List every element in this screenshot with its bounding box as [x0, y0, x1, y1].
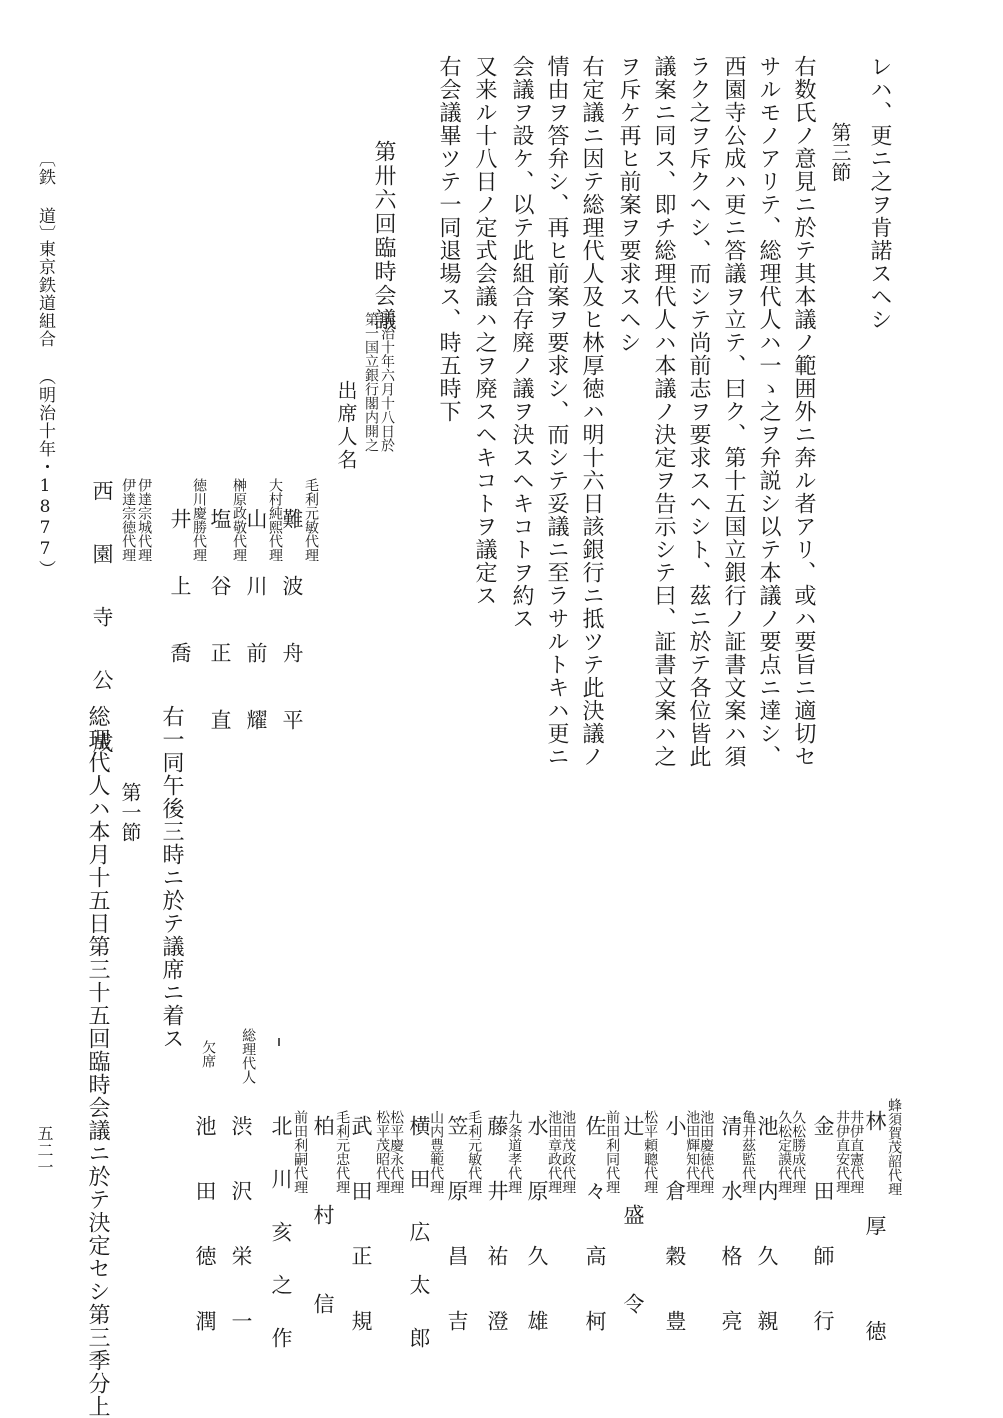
- attendee-name: 武 田 正 規: [349, 1115, 373, 1341]
- attendee-name: 横 田 広 太 郎: [407, 1115, 431, 1352]
- text-line: 右会議畢ツテ一同退場ス、時五時下: [436, 55, 461, 423]
- attendee-proxy: 毛利元忠代理: [334, 1110, 351, 1194]
- attendee-proxy: 徳川慶勝代理: [191, 478, 207, 562]
- meeting-note: 第一国立銀行閣内開之: [363, 312, 379, 452]
- text-line: レハ、更ニ之ヲ肯諾スヘシ: [867, 55, 892, 331]
- attendee-proxy: 大村純熙代理: [267, 478, 283, 562]
- attendee-proxy: 九条道孝代理: [506, 1110, 523, 1194]
- attendee-proxy: 池田章政代理: [546, 1110, 563, 1194]
- attendee-proxy: 井伊直憲代理: [848, 1110, 865, 1194]
- attendee-proxy: 毛利元敏代理: [303, 478, 319, 562]
- attendee-name: 北 川 亥 之 作: [269, 1115, 293, 1352]
- attendee-proxy: 松平頼聰代理: [642, 1110, 659, 1194]
- text-line: 議案ニ同ス、即チ総理代人ハ本議ノ決定ヲ告示シテ曰、証書文案ハ之: [651, 55, 676, 768]
- text-line: 情由ヲ答弁シ、再ヒ前案ヲ要求シ、而シテ妥議ニ至ラサルトキハ更ニ: [544, 55, 569, 768]
- text-line: 右数氏ノ意見ニ於テ其本議ノ範囲外ニ奔ル者アリ、或ハ要旨ニ適切セ: [791, 55, 816, 768]
- attendee-proxy: 池田慶徳代理: [698, 1110, 715, 1194]
- attendee-proxy: 総理代人: [240, 1028, 257, 1084]
- attendee-name: 池 内 久 親: [755, 1115, 779, 1341]
- attendee-proxy: 松平茂昭代理: [374, 1110, 391, 1194]
- section-heading: 第三節: [828, 122, 852, 182]
- attendee-proxy: 伊達宗城代理: [136, 478, 153, 562]
- running-head-era: （明治十年・1877）: [35, 368, 55, 578]
- attendee-name: 辻 盛 令: [621, 1115, 645, 1336]
- attendee-proxy: 井伊直安代理: [834, 1110, 851, 1194]
- attendee-proxy: 松平慶永代理: [388, 1110, 405, 1194]
- attendee-name: 難 波 舟 平: [280, 508, 304, 741]
- running-head-org: 東京鉄道組合: [35, 240, 55, 348]
- meeting-note: 明治十年六月十八日於: [379, 312, 395, 452]
- attendee-name: 佐 々 高 柯: [583, 1115, 607, 1341]
- attendee-name: 金 田 師 行: [811, 1115, 835, 1341]
- page-number: 五二一: [35, 1125, 54, 1176]
- attendee-name: 小 倉 穀 豊: [663, 1115, 687, 1341]
- attendee-name: 塩 谷 正 直: [208, 508, 232, 741]
- attendee-proxy: 池田茂政代理: [560, 1110, 577, 1194]
- text-line: サルモノアリテ、総理代人ハ一ゝ之ヲ弁説シ以テ本議ノ要点ニ達シ、: [756, 55, 781, 768]
- attendee-name: 池 田 徳 潤: [193, 1115, 217, 1341]
- attendee-name: 水 原 久 雄: [525, 1115, 549, 1341]
- stray-mark: [278, 1038, 280, 1046]
- attendee-name: 井 上 喬: [168, 508, 192, 674]
- text-line: 右一同午後三時ニ於テ議席ニ着ス: [159, 705, 184, 1050]
- text-line: ヲ斥ケ再ヒ前案ヲ要求スヘシ: [616, 55, 641, 354]
- text-line: 総理代人ハ本月十五日第三十五回臨時会議ニ於テ決定セシ第三季分上: [85, 705, 110, 1418]
- attendee-name: 林 厚 徳: [863, 1110, 887, 1371]
- meeting-title: 第卅六回臨時会議: [371, 140, 396, 332]
- attendee-name: 西 園 寺 公 成: [90, 480, 114, 762]
- attendee-proxy: 亀井茲監代理: [740, 1110, 757, 1194]
- attendee-name: 藤 井 祐 澄: [485, 1115, 509, 1341]
- attendee-proxy: 前田利同代理: [604, 1110, 621, 1194]
- text-line: 又来ル十八日ノ定式会議ハ之ヲ廃スヘキコトヲ議定ス: [472, 55, 497, 607]
- section-heading: 第一節: [118, 782, 142, 842]
- running-head-category: 〔鉄 道〕: [35, 150, 55, 243]
- text-line: ラク之ヲ斥クヘシ、而シテ尚前志ヲ要求スヘシト、茲ニ於テ各位皆此: [686, 55, 711, 768]
- attendee-proxy: 毛利元敏代理: [466, 1110, 483, 1194]
- attendee-proxy: 池田輝知代理: [684, 1110, 701, 1194]
- attendee-proxy: 欠席: [200, 1040, 217, 1068]
- attendee-name: 柏 村 信: [311, 1115, 335, 1336]
- attendee-proxy: 榊原政敬代理: [231, 478, 247, 562]
- text-line: 会議ヲ設ケ、以テ此組合存廃ノ議ヲ決スヘキコトヲ約ス: [509, 55, 534, 630]
- attendee-proxy: 蜂須賀茂韶代理: [886, 1098, 903, 1196]
- text-line: 右定議ニ因テ総理代人及ヒ林厚徳ハ明十六日該銀行ニ抵ツテ此決議ノ: [579, 55, 604, 768]
- attendee-proxy: 久松定謨代理: [776, 1110, 793, 1194]
- text-line: 西園寺公成ハ更ニ答議ヲ立テ、曰ク、第十五国立銀行ノ証書文案ハ須: [721, 55, 746, 768]
- attendee-name: 清 水 格 亮: [719, 1115, 743, 1341]
- attendee-name: 笠 原 昌 吉: [445, 1115, 469, 1341]
- attendee-proxy: 前田利嗣代理: [292, 1110, 309, 1194]
- attendee-proxy: 山内豊範代理: [428, 1110, 445, 1194]
- attendee-proxy: 伊達宗徳代理: [120, 478, 137, 562]
- attendee-proxy: 久松勝成代理: [790, 1110, 807, 1194]
- attendees-label: 出席人名: [334, 380, 358, 472]
- attendee-name: 渋 沢 栄 一: [229, 1115, 253, 1341]
- attendee-name: 山 川 前 耀: [244, 508, 268, 741]
